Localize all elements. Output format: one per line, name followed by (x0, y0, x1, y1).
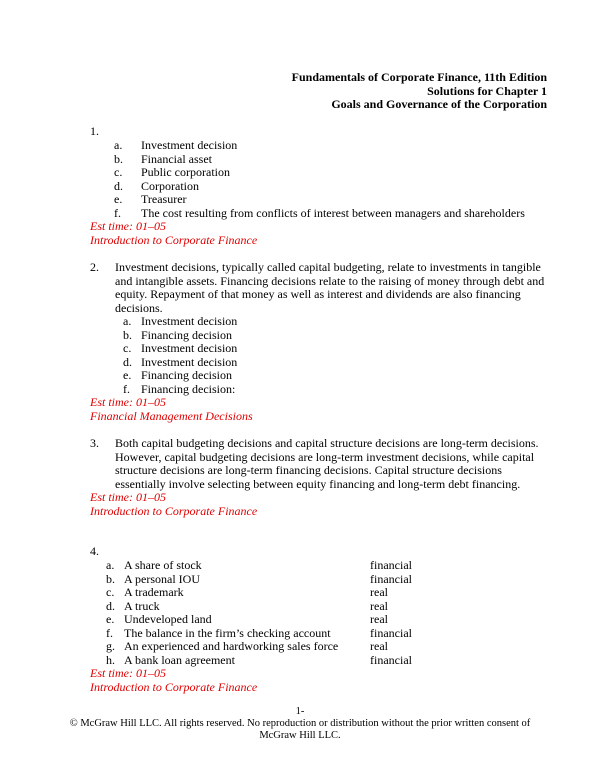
question-4-number: 4. (90, 544, 99, 558)
table-row: e. Undeveloped land real (106, 612, 388, 626)
list-item: f. The cost resulting from conflicts of interest between managers and shareholders (114, 205, 525, 220)
list-item: c. Investment decision (123, 341, 238, 355)
table-row: d. A truck real (106, 598, 388, 613)
question-3-topic: Introduction to Corporate Finance (90, 504, 258, 518)
question-4-est-time: Est time: 01–05 (90, 666, 166, 680)
question-3-est-time: Est time: 01–05 (90, 490, 166, 504)
question-4-topic: Introduction to Corporate Finance (90, 680, 258, 694)
question-3-number: 3. (90, 436, 99, 450)
question-2-topic: Financial Management Decisions (90, 409, 253, 423)
page-footer (0, 706, 600, 742)
question-2-est-time: Est time: 01–05 (90, 395, 166, 409)
question-1-number: 1. (90, 124, 99, 138)
book-title: Fundamentals of Corporate Finance, 11th Edition (291, 70, 547, 84)
table-row: f. The balance in the firm’s checking account financial (106, 625, 412, 640)
list-item: f. Financing decision: (123, 381, 236, 396)
asset-type: financial (370, 571, 412, 586)
list-item: b. Financial asset (114, 151, 212, 166)
table-row: g. An experienced and hardworking sales force real (106, 639, 388, 653)
list-item: d. Corporation (114, 178, 199, 193)
list-item: e. Financing decision (123, 368, 232, 382)
question-1-topic: Introduction to Corporate Finance (90, 233, 258, 247)
document-header (292, 71, 547, 112)
question-2-number: 2. (90, 260, 99, 274)
asset-type: real (370, 639, 388, 653)
asset-type: real (370, 612, 388, 626)
list-item: e. Treasurer (114, 192, 187, 206)
question-2-text: Investment decisions, typically called capital budgeting, relate to investments in tangible and intangible assets. Financing decisions relate to the raising of money through debt and equity. Repayment of that money as well as interest and dividends are also financing decisions. (115, 260, 545, 315)
chapter-subtitle: Goals and Governance of the Corporation (331, 97, 547, 111)
asset-type: financial (370, 652, 412, 667)
table-row: b. A personal IOU financial (106, 571, 412, 586)
question-2-list (123, 315, 423, 396)
question-4-table (106, 559, 436, 667)
table-row: c. A trademark real (106, 585, 388, 599)
list-item: a. Investment decision (123, 314, 238, 328)
asset-type: real (370, 598, 388, 613)
page-number: 1- (295, 706, 305, 717)
asset-type: real (370, 585, 388, 599)
list-item: b. Financing decision (123, 327, 232, 342)
list-item: c. Public corporation (114, 165, 230, 179)
copyright-notice: © McGraw Hill LLC. All rights reserved. No reproduction or distribution without the prior written consent of McGraw Hill LLC. (69, 718, 531, 741)
list-item: d. Investment decision (123, 354, 238, 369)
asset-type: financial (370, 625, 412, 640)
question-3-text: Both capital budgeting decisions and capital structure decisions are long-term decisions. However, capital budgeting decisions are long-term investment decisions, while capital structure decisions are long-term financing decisions. Capital structure decisions essentially involve selecting between equity financing and long-term debt financing. (115, 436, 539, 491)
table-row: a. A share of stock financial (106, 558, 412, 572)
list-item: a. Investment decision (114, 138, 238, 152)
table-row: h. A bank loan agreement financial (106, 652, 412, 667)
chapter-solutions-title: Solutions for Chapter 1 (427, 83, 547, 98)
asset-type: financial (370, 558, 412, 572)
question-1-list (114, 139, 554, 220)
question-1-est-time: Est time: 01–05 (90, 219, 166, 233)
